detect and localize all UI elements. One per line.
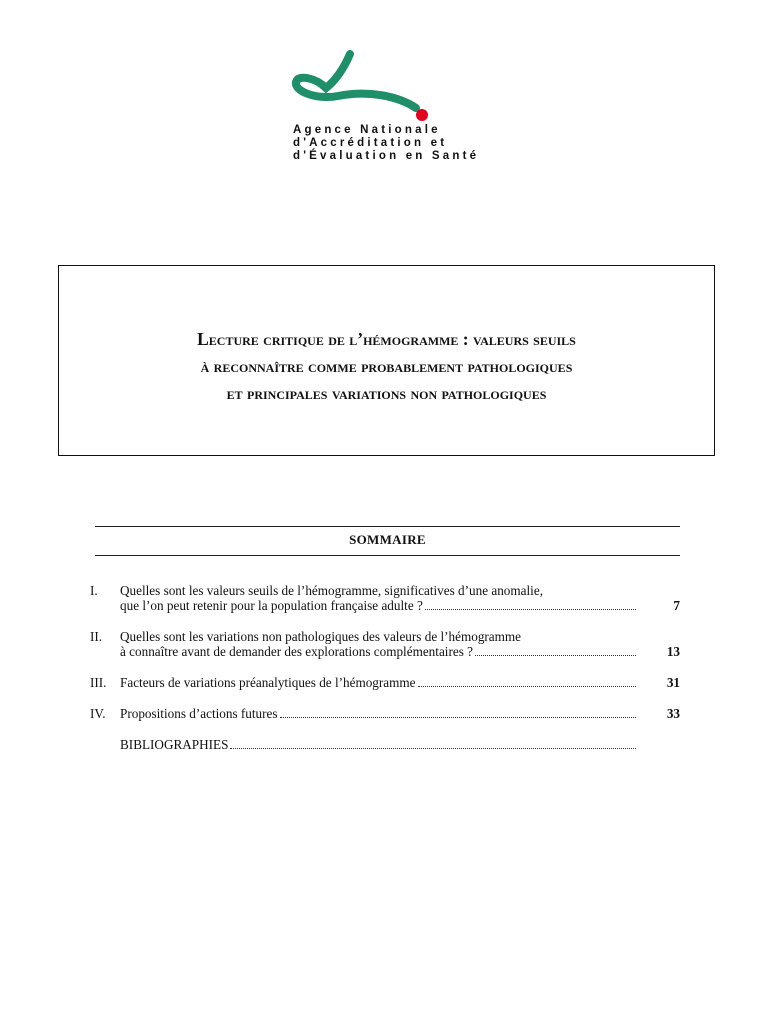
toc-text-line-2: que l’on peut retenir pour la population française adulte ?: [120, 598, 423, 613]
anaes-swoosh-icon: [288, 48, 498, 128]
sommaire-top-rule: [95, 526, 680, 527]
toc-entry-1[interactable]: [90, 583, 680, 613]
toc-leader-dots: [418, 685, 636, 687]
title-line-2: à reconnaître comme probablement pathologiques: [200, 356, 573, 376]
toc-text: Facteurs de variations préanalytiques de l’hémogramme: [120, 675, 416, 690]
title-line-3: et principales variations non pathologiques: [226, 383, 547, 403]
toc-leader-dots: [280, 716, 636, 718]
toc-number: III.: [90, 675, 107, 690]
toc-leader-dots: [475, 654, 636, 656]
logo-line-2: d'Accréditation et: [293, 137, 448, 149]
toc-text: Propositions d’actions futures: [120, 706, 278, 721]
toc-page-number: 33: [666, 706, 680, 721]
title-box: [58, 265, 715, 456]
logo-line-3: d'Évaluation en Santé: [293, 150, 480, 162]
toc-entry-bibliographies[interactable]: [90, 737, 680, 752]
logo-line-1: Agence Nationale: [293, 124, 441, 136]
toc-number: IV.: [90, 706, 106, 721]
sommaire-heading: SOMMAIRE: [349, 532, 426, 547]
toc-number: I.: [90, 583, 98, 598]
table-of-contents: [90, 583, 680, 768]
toc-page-number: 7: [673, 598, 680, 613]
document-title: [59, 326, 714, 407]
title-line-1: Lecture critique de l’hémogramme : valeurs seuils: [197, 329, 576, 349]
logo-text: [293, 124, 498, 163]
sommaire-bottom-rule: [95, 555, 680, 556]
toc-page-number: 31: [666, 675, 680, 690]
toc-text: BIBLIOGRAPHIES: [120, 737, 229, 752]
toc-entry-4[interactable]: [90, 706, 680, 721]
toc-text-line-1: Quelles sont les valeurs seuils de l’hémogramme, significatives d’une anomalie,: [120, 583, 543, 598]
toc-entry-3[interactable]: [90, 675, 680, 690]
red-dot-icon: [416, 109, 428, 121]
toc-text-line-2: à connaître avant de demander des explorations complémentaires ?: [120, 644, 473, 659]
toc-page-number: 13: [666, 644, 680, 659]
toc-entry-2[interactable]: [90, 629, 680, 659]
toc-leader-dots: [425, 608, 636, 610]
anaes-logo: [288, 48, 498, 168]
toc-text-line-1: Quelles sont les variations non pathologiques des valeurs de l’hémogramme: [120, 629, 522, 644]
toc-leader-dots: [230, 747, 636, 749]
toc-number: II.: [90, 629, 103, 644]
